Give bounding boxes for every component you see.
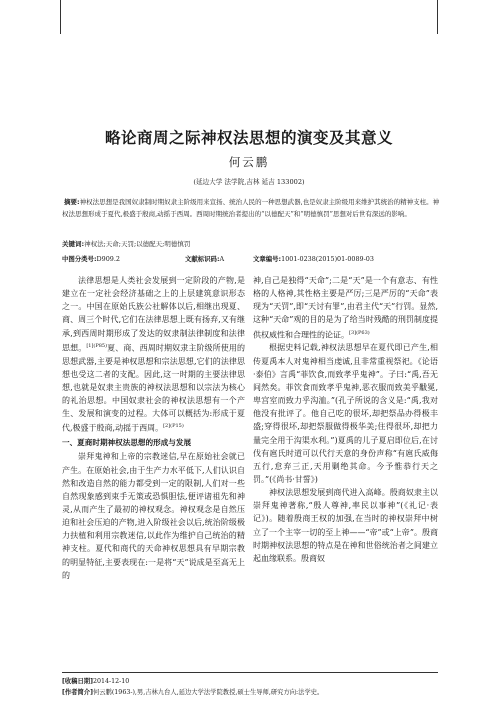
- clc-code: 中图分类号:D909.2: [62, 255, 120, 263]
- footnotes: [62, 672, 438, 698]
- paragraph: 法律思想是人类社会发展到一定阶段的产物,是建立在一定社会经济基础之上的上层建筑意识形态之一。中国在原始氏族公社解体以后,相继出现夏、商、周三个时代,它们在法律思想上既有扬弃,又有继承,到西周时期形成了发达的奴隶制法律制度和法律思想。$^{[1](P85)}$夏、商、西周时期奴隶主阶级所使用的思想武器,主要是神权思想和宗法思想,它们的法律思想也受这二者的支配。因此,这一时期的主要法律思想,也就是奴隶主贵族的神权法思想和以宗法为核心的礼治思想。中国奴隶社会的神权法思想有一个产生、发展和演变的过程。大体可以概括为:形成于夏代,极盛于殷商,动摇于西周。$^{[2](P15)}$: [62, 276, 245, 434]
- header-left-line: [60, 0, 61, 34]
- abstract: [62, 196, 442, 220]
- author-bio: [作者简介]何云鹏(1963-),男,吉林九台人,延边大学法学院教授,硕士生导师,研究方向:法学史。: [62, 689, 324, 696]
- paragraph: 神权法思想发展到商代进入高峰。殷商奴隶主以崇拜鬼神著称,“殷人尊神,率民以事神”(《礼记·表记》)。随着殷商王权的加强,在当时的神权崇拜中树立了一个主宰一切的至上神——“帝”或“上帝”。殷商时期神权法思想的特点是在神和世俗统治者之间建立起血缘联系。殷商奴: [253, 488, 438, 563]
- received-date: [收稿日期]2014-12-10: [62, 678, 130, 685]
- header-rule: [0, 0, 498, 34]
- abstract-label: 摘要:: [64, 198, 80, 206]
- paragraph: 神,自己是独得“天命”;二是“天”是一个有意志、有性格的人格神,其性格主要是严厉;三是严厉的“天命”表现为“天罚”,即“天讨有罪”,由君主代“天”行罚。显然,这种“天命”观的目的是为了给当时残酷的刑罚制度提供权威性和合理性的论证。$^{[3](P63)}$: [253, 276, 438, 340]
- body-right-column: [253, 274, 438, 565]
- keywords-text: 神权法;天命;天罚;以德配天;明德慎罚: [84, 240, 191, 248]
- section-heading: 一、夏商时期神权法思想的形成与发展: [62, 438, 192, 448]
- author-affiliation: (延边大学 法学院,吉林 延吉 133002): [193, 178, 305, 186]
- keywords: [62, 239, 190, 248]
- paragraph: 崇拜鬼神和上帝的宗教迷信,早在原始社会就已产生。在原始社会,由于生产力水平低下,人们认识自然和改造自然的能力都受到一定的限制,人们对一些自然现象感到束手无策或恐惧胆怯,便评诸祖先和神灵,从而产生了最初的神权观念。神权观念是自然压迫和社会压迫的产物,进入阶级社会以后,统治阶级极力扶植和利用宗教迷信,以此作为维护自己统治的精神支柱。夏代和商代的天命神权思想具有早期宗教的明显特征,主要表现在:一是将“天”说成是至高无上的: [62, 452, 245, 580]
- keywords-label: 关键词:: [62, 240, 85, 248]
- article-number: 文章编号:1001-0238(2015)01-0089-03: [253, 255, 374, 263]
- author-name: 何云鹏: [228, 155, 270, 169]
- header-right-line: [437, 0, 438, 34]
- body-left-column: [62, 274, 245, 582]
- paper-title: 略论商周之际神权法思想的演变及其意义: [104, 129, 393, 147]
- doc-code: 文献标识码:A: [185, 255, 225, 263]
- abstract-text: 神权法思想是我国奴隶制时期奴隶主阶级用来宣扬、统治人民的一种思想武器,也是奴隶主阶级用来维护其统治的精神支柱。神权法思想形成于夏代,极盛于殷商,动摇于西周。西周时期统治者提出的“以德配天”和“明德慎罚”思想对后世有深远的影响。: [62, 198, 440, 218]
- paragraph: 根据史料记载,神权法思想早在夏代即已产生,相传夏禹本人对鬼神相当虔诚,且非常重视祭祀。《论语·泰伯》言禹“菲饮食,而致孝乎鬼神”。子曰:“禹,吾无间然矣。菲饮食而致孝乎鬼神,恶衣服而致美乎黻冕,卑宫室而致力乎沟洫。”(孔子所说的含义是:“禹,我对他没有批评了。他自己吃的很坏,却把祭品办得极丰盛;穿得很坏,却把祭服做得极华美;住得很坏,却把力量完全用于沟渠水利。”)夏禹的儿子夏启即位后,在讨伐有扈氏时道可以代行天意的身份声称“有扈氏威侮五行,怠弃三正,天用剿绝其命。今予惟恭行天之罚。”(《尚书·甘誓》): [253, 343, 438, 484]
